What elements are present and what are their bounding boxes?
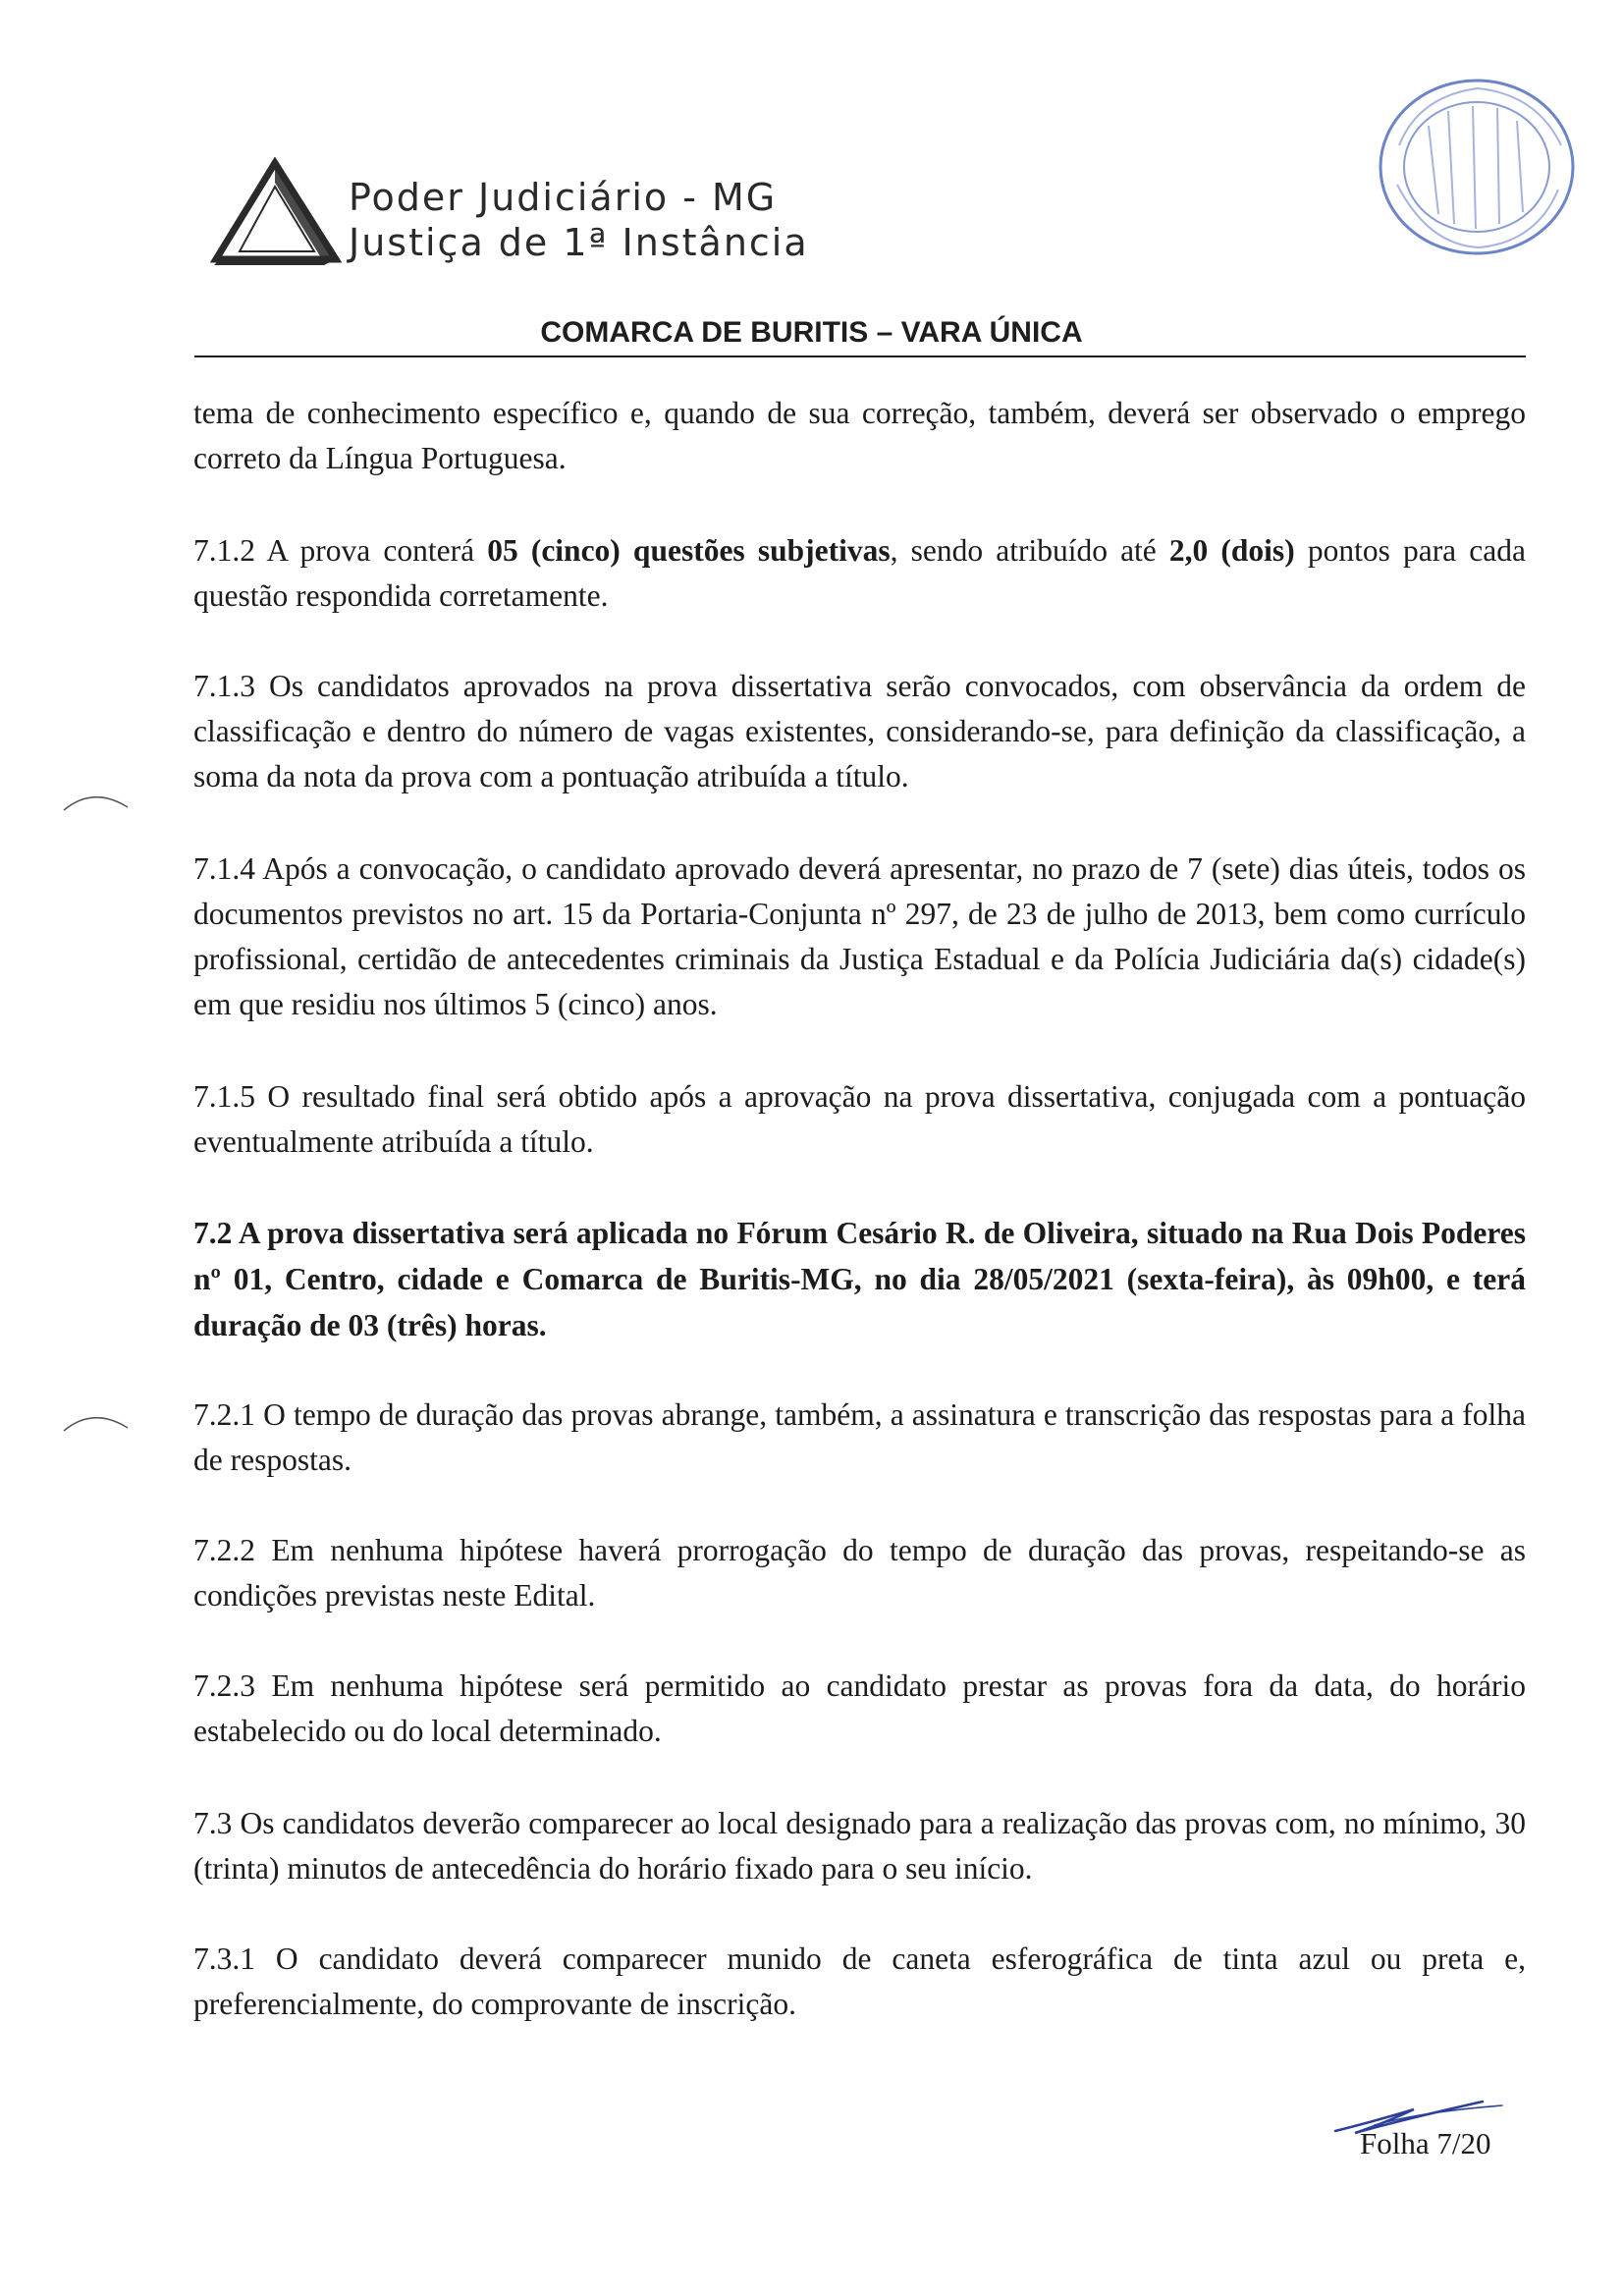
paragraph-7-3-1: 7.3.1 O candidato deverá comparecer munido de caneta esferográfica de tinta azul ou preta e, preferencialmente, do comprovante de inscrição. <box>193 1941 1526 2021</box>
judiciary-logo-icon <box>206 157 344 267</box>
paragraph-7-2-1: 7.2.1 O tempo de duração das provas abrange, também, a assinatura e transcrição das respostas para a folha de respostas. <box>193 1397 1526 1477</box>
seal-stamp-icon <box>1370 67 1584 268</box>
paragraph-7-2-3: 7.2.3 Em nenhuma hipótese será permitido ao candidato prestar as provas fora da data, do horário estabelecido ou do local determinado. <box>193 1668 1526 1748</box>
paragraph-7-1-4: 7.1.4 Após a convocação, o candidato aprovado deverá apresentar, no prazo de 7 (sete) dias úteis, todos os documentos previstos no art. 15 da Portaria-Conjunta nº 297, de 23 de julho de 2013, bem como currículo profissional, certidão de antecedentes criminais da Justiça Estadual e da Polícia Judiciária da(s) cidade(s) em que residiu nos últimos 5 (cinco) anos. <box>193 851 1526 1021</box>
comarca-heading: COMARCA DE BURITIS – VARA ÚNICA <box>540 316 1083 349</box>
paragraph-7-1-2-text-mid: , sendo atribuído até <box>890 533 1169 568</box>
page-number: Folha 7/20 <box>1360 2126 1491 2160</box>
scan-mark-icon <box>59 1406 137 1436</box>
org-line-1: Poder Judiciário - MG <box>349 176 778 219</box>
org-line-2: Justiça de 1ª Instância <box>349 221 809 264</box>
scan-mark-icon <box>59 786 137 815</box>
paragraph-7-3: 7.3 Os candidatos deverão comparecer ao local designado para a realização das provas com, no mínimo, 30 (trinta) minutos de antecedência do horário fixado para o seu início. <box>193 1806 1526 1886</box>
paragraph-7-2: 7.2 A prova dissertativa será aplicada no Fórum Cesário R. de Oliveira, situado na Rua Dois Poderes nº 01, Centro, cidade e Comarca de Buritis-MG, no dia 28/05/2021 (sexta-feira), às 09h00, e terá duração de 03 (três) horas. <box>193 1216 1526 1342</box>
paragraph-7-1-3: 7.1.3 Os candidatos aprovados na prova dissertativa serão convocados, com observância da ordem de classificação e dentro do número de vagas existentes, considerando-se, para definição da classificação, a soma da nota da prova com a pontuação atribuída a título. <box>193 669 1526 793</box>
paragraph-7-1-2-bold-questions: 05 (cinco) questões subjetivas <box>487 533 891 568</box>
paragraph-continuation: tema de conhecimento específico e, quando de sua correção, também, deverá ser observado o emprego correto da Língua Portuguesa. <box>193 396 1526 475</box>
paragraph-7-2-2: 7.2.2 Em nenhuma hipótese haverá prorrogação do tempo de duração das provas, respeitando-se as condições previstas neste Edital. <box>193 1533 1526 1613</box>
paragraph-7-1-2-text-end: pontos para cada questão respondida corretamente. <box>193 533 1526 613</box>
paragraph-7-1-5: 7.1.5 O resultado final será obtido após a aprovação na prova dissertativa, conjugada com a pontuação eventualmente atribuída a título. <box>193 1079 1526 1159</box>
header-divider <box>194 355 1526 357</box>
paragraph-7-1-2-bold-points: 2,0 (dois) <box>1168 533 1295 568</box>
paragraph-7-1-2 <box>193 528 1526 619</box>
paragraph-7-1-2-text: 7.1.2 A prova conterá <box>193 533 488 568</box>
org-name <box>349 175 809 265</box>
